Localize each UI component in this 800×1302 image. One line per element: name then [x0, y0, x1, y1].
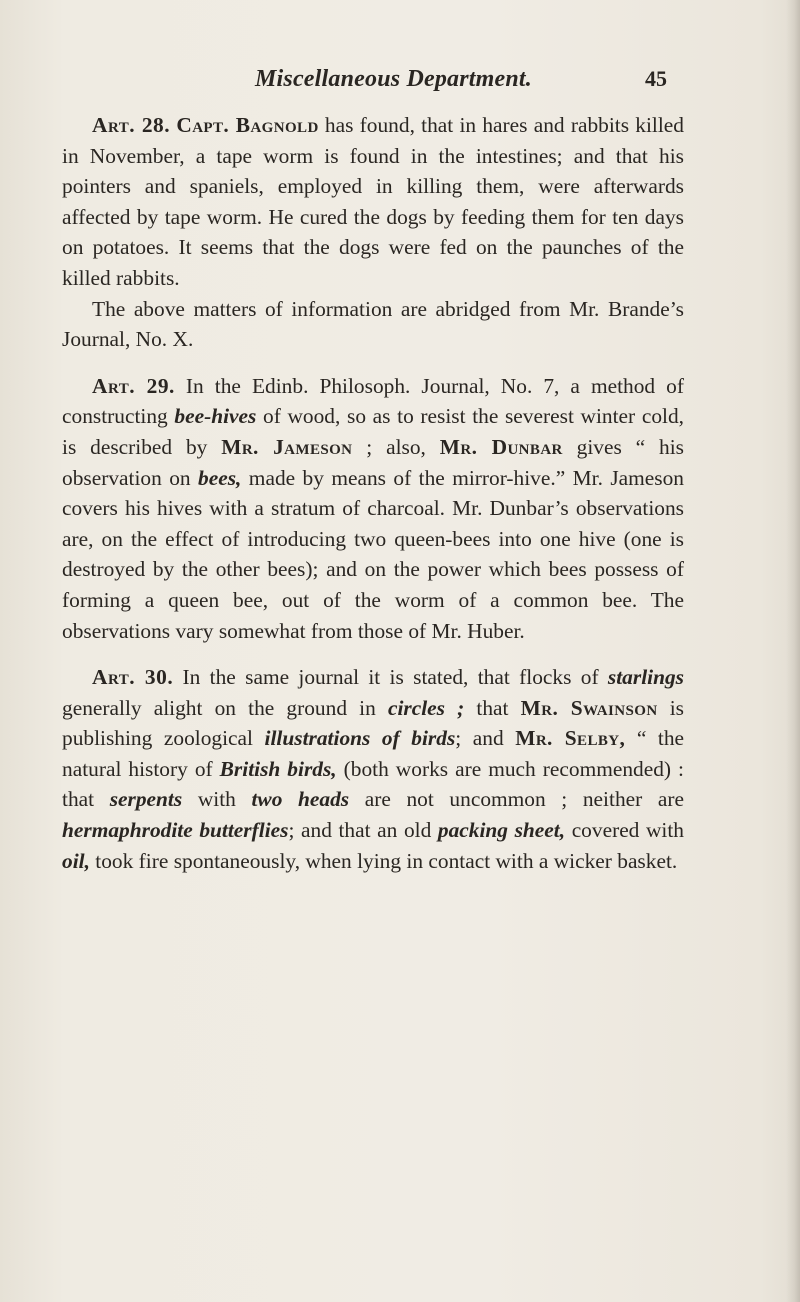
article-29-text-1: In the Edinb. Philosoph. Journal, No. 7, a method of constructing [62, 373, 684, 429]
article-30-italic-3: illustrations of birds [264, 726, 456, 751]
article-30-text-3: that [464, 695, 521, 720]
article-30-text-2: generally alight on the ground in [62, 695, 388, 720]
article-30-text-5: ; and [455, 726, 516, 751]
article-29-italic-1: bee-hives [174, 404, 257, 429]
article-30-text-10: ; and that an old [288, 818, 438, 843]
article-30-paragraph [62, 662, 684, 876]
article-28-note: The above matters of information are abridged from Mr. Brande’s Journal, No. X. [62, 296, 684, 352]
article-30-text-11: covered with [565, 818, 685, 843]
article-30-label: Art. 30. [92, 665, 174, 690]
article-30-name-2: Mr. Selby, [515, 726, 626, 751]
article-29-name-1: Mr. Jameson [221, 434, 353, 459]
article-30-text-12: took fire spontaneously, when lying in contact with a wicker basket. [89, 848, 678, 873]
page-edge-shadow [786, 0, 800, 1302]
article-28-text: has found, that in hares and rabbits killed in November, a tape worm is found in the intestines; and that his pointers and spaniels, employed in killing them, were afterwards affected by tape worm. He cured the dogs by feeding them for ten days on potatoes. It seems that the dogs were fed on the paunches of the killed rabbits. [62, 113, 684, 290]
article-30-text-9: are not uncommon ; neither are [349, 787, 684, 812]
page-body [62, 110, 684, 876]
article-30-italic-6: two heads [251, 787, 350, 812]
article-30-italic-9: oil, [62, 848, 90, 873]
article-30-italic-7: hermaphrodite butterflies [62, 818, 289, 843]
article-29-paragraph [62, 371, 684, 646]
article-30-italic-5: serpents [109, 787, 183, 812]
article-29-label: Art. 29. [92, 373, 175, 398]
article-28-paragraph [62, 110, 684, 294]
article-29-name-2: Mr. Dunbar [439, 434, 563, 459]
running-head: Miscellaneous Department. [255, 66, 533, 92]
article-30-italic-8: packing sheet, [437, 818, 566, 843]
article-29-text-2: of wood, so as to resist the severest winter cold, is described by [62, 404, 684, 459]
article-29-text-3: ; also, [352, 434, 440, 459]
article-30-italic-4: British birds, [219, 756, 337, 781]
article-29-text-4: gives “ his observation on [62, 434, 685, 490]
article-28-name: Capt. Bagnold [176, 113, 319, 137]
article-30-name-1: Mr. Swainson [520, 695, 658, 720]
article-30-italic-1: starlings [607, 665, 684, 690]
article-30-text-1: In the same journal it is stated, that flocks of [173, 665, 608, 690]
article-30-text-6: “ the natural history of [62, 726, 685, 781]
article-28-label: Art. 28. [92, 113, 171, 137]
article-30-italic-2: circles ; [387, 695, 465, 720]
article-29-text-5: made by means of the mirror-hive.” Mr. Jameson covers his hives with a stratum of charcoal. Mr. Dunbar’s observations are, on the effect of introducing two queen-bees into one hive (one is destroyed by the other bees); and on the power which bees possess of forming a queen bee, out of the worm of a common bee. The observations vary somewhat from those of Mr. Huber. [62, 465, 685, 643]
article-30-text-4: is publishing zoological [62, 695, 684, 751]
page-number: 45 [645, 66, 667, 91]
page-header [0, 66, 800, 96]
article-30-text-7: (both works are much recommended) : that [62, 756, 684, 812]
article-29-italic-2: bees, [198, 465, 242, 490]
article-30-text-8: with [182, 787, 252, 812]
